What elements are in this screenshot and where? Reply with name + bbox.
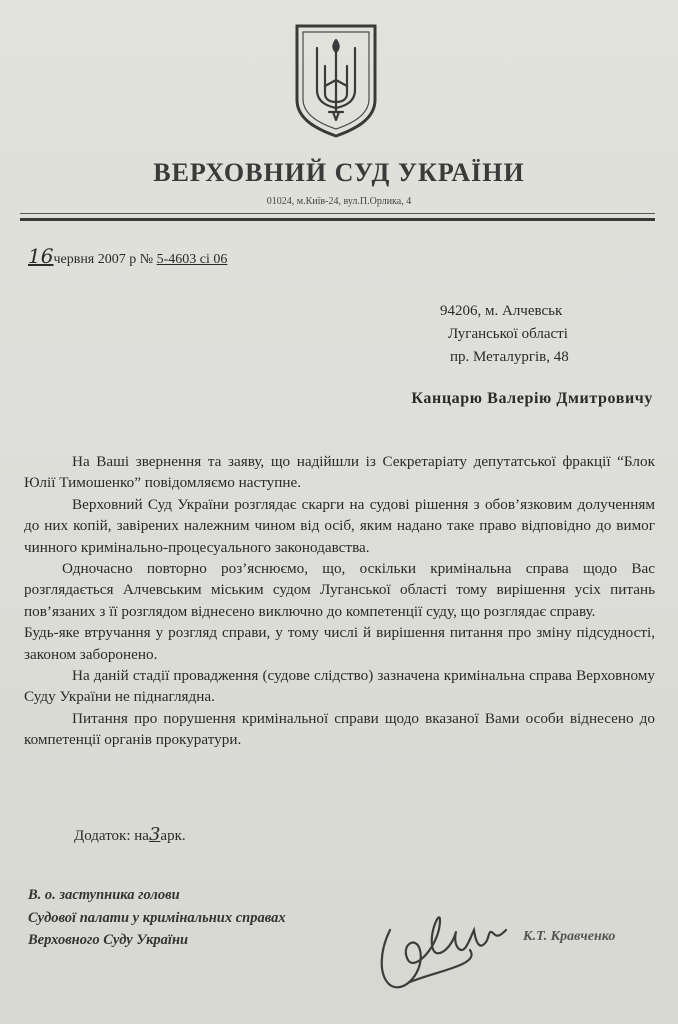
header-divider-thick: [20, 218, 655, 221]
reference-line: [28, 244, 227, 268]
coat-of-arms-icon: [293, 22, 379, 138]
handwritten-signature: [370, 890, 520, 1000]
court-name: ВЕРХОВНИЙ СУД УКРАЇНИ: [153, 158, 525, 187]
signatory-line: Судової палати у кримінальних справах: [28, 909, 286, 926]
attachment-unit: арк.: [160, 828, 186, 844]
header-divider-thin: [20, 213, 655, 214]
attachment-label: Додаток: на: [74, 828, 149, 844]
signatory-line: Верховного Суду України: [28, 932, 189, 948]
court-address: 01024, м.Київ-24, вул.П.Орлика, 4: [266, 196, 412, 207]
address-line: Луганської області: [448, 326, 568, 342]
attachment-note: [74, 824, 186, 845]
address-line: 94206, м. Алчевськ: [440, 303, 563, 319]
recipient-address: [440, 300, 569, 369]
address-line: пр. Металургів, 48: [450, 349, 569, 365]
recipient-name: Канцарю Валерію Дмитровичу: [411, 390, 653, 407]
signer-name: К.Т. Кравченко: [523, 929, 616, 944]
reference-number: 5-4603 сі 06: [156, 252, 228, 267]
body-paragraph: Будь-яке втручання у розгляд справи, у тому числі й вирішення питання про зміну підсудності, законом заборонено.: [24, 624, 655, 663]
body-paragraph: На Ваші звернення та заяву, що надійшли із Секретаріату депутатської фракції “Блок Юлії Тимошенко” повідомляємо наступне.: [24, 453, 655, 492]
body-paragraph: На даній стадії провадження (судове слідство) зазначена кримінальна справа Верховному Суду України не піднаглядна.: [24, 667, 655, 706]
letter-body: [24, 451, 655, 751]
signatory-line: В. о. заступника голови: [28, 887, 180, 903]
body-paragraph: Верховний Суд України розглядає скарги на судові рішення з обов’язковим долученням до них копій, завірених належним чином від осіб, яким надано таке право відповідно до вимог чинного кримінально-процесуального законодавства.: [24, 495, 655, 556]
reference-day: 16: [28, 244, 54, 268]
signatory-title: [28, 884, 286, 952]
body-paragraph: Питання про порушення кримінальної справи щодо вказаної Вами особи віднесено до компетенції органів прокуратури.: [24, 709, 655, 749]
body-paragraph: Одночасно повторно роз’яснюємо, що, оскільки кримінальна справа щодо Вас розглядається Алчевським міським судом Луганської області тому вирішення усіх питань пов’язаних з її розглядом віднесено виключно до компетенції суду, що розглядає справу.: [24, 560, 655, 620]
reference-date: червня 2007 р №: [53, 252, 157, 267]
attachment-count: 3: [148, 824, 161, 845]
